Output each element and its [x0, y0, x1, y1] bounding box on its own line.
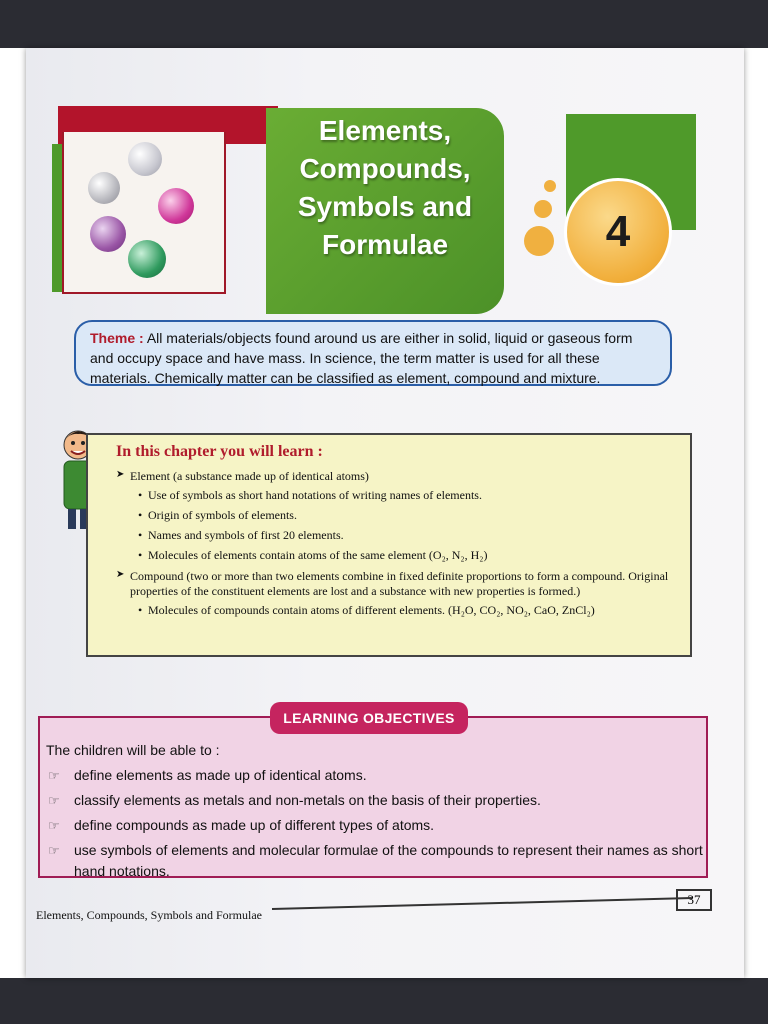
decor-dot: [534, 200, 552, 218]
background-bottom: [0, 978, 768, 1024]
footer-rule: [272, 897, 692, 910]
pointing-hand-icon: ☞: [48, 768, 60, 783]
objective-text: define elements as made up of identical atoms.: [74, 767, 367, 783]
chapter-title: [270, 112, 500, 264]
chapter-title-line: Compounds,: [299, 153, 471, 184]
green-atom-icon: [128, 240, 166, 278]
pointing-hand-icon: ☞: [48, 843, 60, 858]
learning-objectives-label: LEARNING OBJECTIVES: [270, 702, 468, 734]
objective-item: [46, 765, 706, 786]
learn-item: ➤ Compound (two or more than two elements combine in fixed definite proportions to form a compound. Original properties of the constituent elements are lost and a substance with new properties is formed.): [116, 569, 674, 599]
learn-heading: In this chapter you will learn :: [116, 443, 323, 460]
objectives-list: [46, 740, 706, 886]
learn-item: ➤ Element (a substance made up of identical atoms): [116, 469, 674, 484]
pointing-hand-icon: ☞: [48, 818, 60, 833]
objectives-intro: The children will be able to :: [46, 742, 220, 758]
objective-item: [46, 790, 706, 811]
theme-box: [74, 320, 672, 386]
learn-subitem: • Molecules of elements contain atoms of the same element (O₂, N₂, H₂): [138, 548, 674, 563]
chapter-title-line: Formulae: [321, 229, 449, 260]
objective-text: classify elements as metals and non-metals on the basis of their properties.: [74, 792, 541, 808]
decor-dot: [524, 226, 554, 256]
theme-text: All materials/objects found around us are either in solid, liquid or gaseous form and occupy space and have mass. In science, the term matter is used for all these materials. Chemically matter can be classified as element, compound and mixture.: [90, 330, 633, 386]
learn-subitem: • Origin of symbols of elements.: [138, 508, 674, 523]
pointing-hand-icon: ☞: [48, 793, 60, 808]
magenta-atom-icon: [158, 188, 194, 224]
grey-atom-icon: [128, 142, 162, 176]
learn-subitem: • Use of symbols as short hand notations of writing names of elements.: [138, 488, 674, 503]
chapter-learn-box: [86, 433, 692, 657]
purple-atom-icon: [90, 216, 126, 252]
objective-text: define compounds as made up of different types of atoms.: [74, 817, 435, 833]
chapter-title-line: Elements,: [318, 115, 452, 146]
grey-atom-icon: [88, 172, 120, 204]
decor-dot: [544, 180, 556, 192]
learn-subitem: • Names and symbols of first 20 elements.: [138, 528, 674, 543]
learn-subitem: • Molecules of compounds contain atoms of different elements. (H₂O, CO₂, NO₂, CaO, ZnCl₂): [138, 603, 674, 618]
chapter-title-line: Symbols and: [297, 191, 473, 222]
objective-item: [46, 815, 706, 836]
objective-item: [46, 840, 706, 882]
chapter-number-badge: 4: [564, 178, 672, 286]
theme-label: Theme :: [90, 330, 144, 346]
book-page: [26, 48, 744, 978]
background-top: [0, 0, 768, 48]
objective-text: use symbols of elements and molecular formulae of the compounds to represent their names as short hand notations.: [74, 842, 703, 879]
atom-illustration: [62, 132, 226, 294]
footer-chapter-title: Elements, Compounds, Symbols and Formulae: [36, 908, 262, 922]
page-number: 37: [676, 889, 712, 911]
